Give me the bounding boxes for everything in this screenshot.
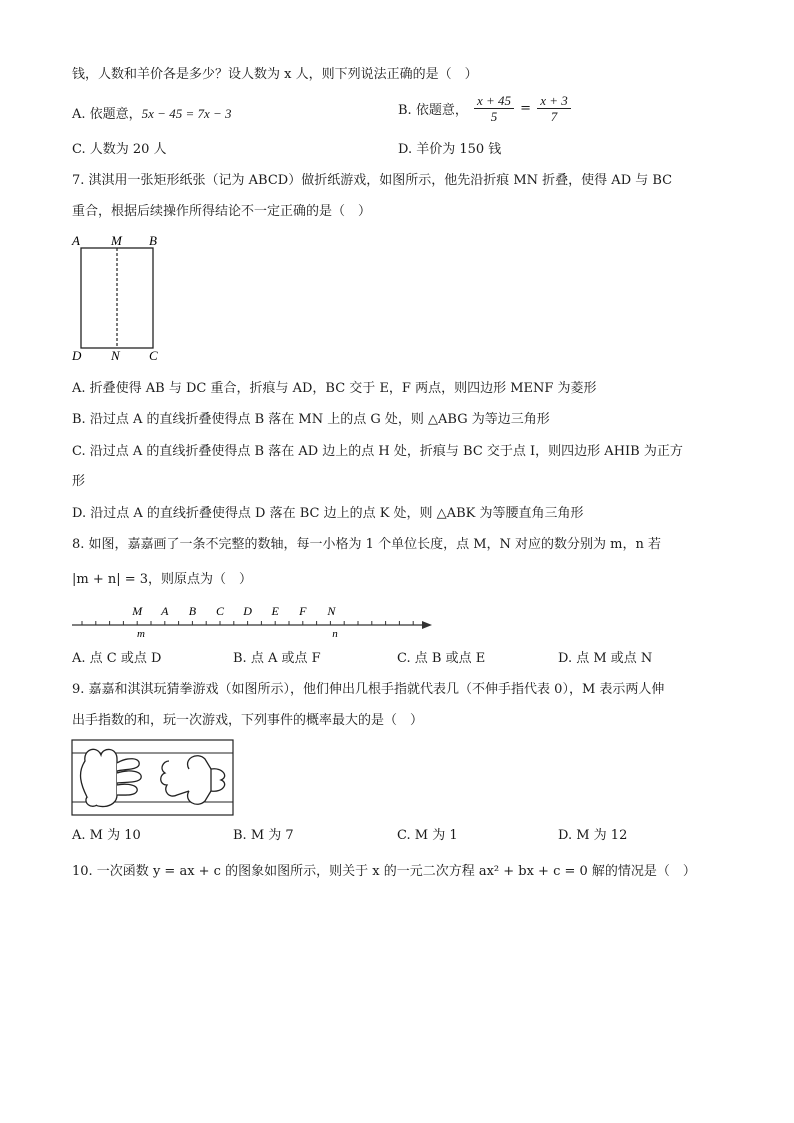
q10-stem: 10. 一次函数 y = ax + c 的图象如图所示，则关于 x 的一元二次方程 ax² + bx + c = 0 解的情况是（ ） — [72, 864, 696, 879]
point-label-a: A — [161, 604, 169, 618]
q6-option-d[interactable]: D. 羊价为 150 钱 — [398, 142, 502, 157]
q7-rectangle-figure — [68, 232, 188, 362]
point-label-m: M — [132, 604, 143, 618]
q6-option-a[interactable] — [72, 106, 232, 123]
q7-option-b[interactable]: B. 沿过点 A 的直线折叠使得点 B 落在 MN 上的点 G 处，则 △ABG 为等边三角形 — [72, 412, 550, 427]
q7-option-d[interactable]: D. 沿过点 A 的直线折叠使得点 D 落在 BC 边上的点 K 处，则 △ABK 为等腰直角三角形 — [72, 506, 584, 521]
point-label-d: D — [243, 604, 252, 618]
q9-option-d[interactable]: D. M 为 12 — [558, 828, 628, 843]
q6-stem: 钱，人数和羊价各是多少？设人数为 x 人，则下列说法正确的是（ ） — [72, 67, 478, 82]
q9-stem-line2: 出手指数的和，玩一次游戏，下列事件的概率最大的是（ ） — [72, 713, 424, 728]
label-n-value: n — [332, 628, 338, 639]
q7-option-a[interactable]: A. 折叠使得 AB 与 DC 重合，折痕与 AD，BC 交于 E，F 两点，则四边形 MENF 为菱形 — [72, 381, 597, 396]
point-label-n: N — [327, 604, 336, 618]
point-label-b: B — [188, 604, 197, 618]
q7-stem-line2: 重合，根据后续操作所得结论不一定正确的是（ ） — [72, 204, 372, 219]
q7-stem-line1: 7. 淇淇用一张矩形纸张（记为 ABCD）做折纸游戏，如图所示，他先沿折痕 MN 折叠，使得 AD 与 BC — [72, 173, 673, 188]
label-d: D — [72, 348, 82, 362]
q6-option-b-equals: = — [520, 101, 532, 116]
label-b: B — [149, 233, 157, 248]
q8-stem-line2: |m + n| = 3，则原点为（ ） — [72, 572, 253, 587]
label-c: C — [149, 348, 158, 362]
label-n: N — [111, 348, 120, 362]
q9-stem-line1: 9. 嘉嘉和淇淇玩猜拳游戏（如图所示），他们伸出几根手指就代表几（不伸手指代表 0），M 表示两人伸 — [72, 682, 665, 697]
q6-option-b-fraction-right: $\frac{x + 3}{7}$ — [537, 93, 571, 124]
q7-option-c-line2: 形 — [72, 474, 86, 489]
q9-option-b[interactable]: B. M 为 7 — [233, 828, 294, 843]
q8-option-b[interactable]: B. 点 A 或点 F — [233, 651, 321, 666]
q6-option-c[interactable]: C. 人数为 20 人 — [72, 142, 167, 157]
q7-option-c-line1[interactable]: C. 沿过点 A 的直线折叠使得点 B 落在 AD 边上的点 H 处，折痕与 BC 交于点 I，则四边形 AHIB 为正方 — [72, 444, 683, 459]
q8-number-line — [68, 603, 438, 639]
label-m: M — [111, 233, 122, 248]
q9-option-a[interactable]: A. M 为 10 — [72, 828, 141, 843]
q9-option-c[interactable]: C. M 为 1 — [397, 828, 458, 843]
label-a: A — [72, 233, 80, 248]
label-m-value: m — [137, 628, 145, 639]
q6-option-b-label: B. 依题意， — [398, 103, 468, 118]
q6-option-b[interactable] — [398, 93, 573, 124]
axis-arrow — [422, 621, 432, 629]
point-label-f: F — [299, 604, 307, 618]
q9-hands-figure — [71, 739, 235, 817]
point-label-c: C — [215, 604, 225, 618]
q8-option-c[interactable]: C. 点 B 或点 E — [397, 651, 486, 666]
axis-point-labels — [131, 604, 336, 618]
q6-option-a-expr: 5x − 45 = 7x − 3 — [141, 106, 232, 121]
q6-option-b-fraction-left: $\frac{x + 45}{5}$ — [474, 93, 514, 124]
q8-stem-line1: 8. 如图，嘉嘉画了一条不完整的数轴，每一小格为 1 个单位长度，点 M，N 对应的数分别为 m，n 若 — [72, 537, 661, 552]
q6-option-a-label: A. 依题意， — [72, 107, 142, 122]
q8-option-a[interactable]: A. 点 C 或点 D — [72, 651, 162, 666]
point-label-e: E — [271, 604, 279, 618]
q8-option-d[interactable]: D. 点 M 或点 N — [558, 651, 653, 666]
